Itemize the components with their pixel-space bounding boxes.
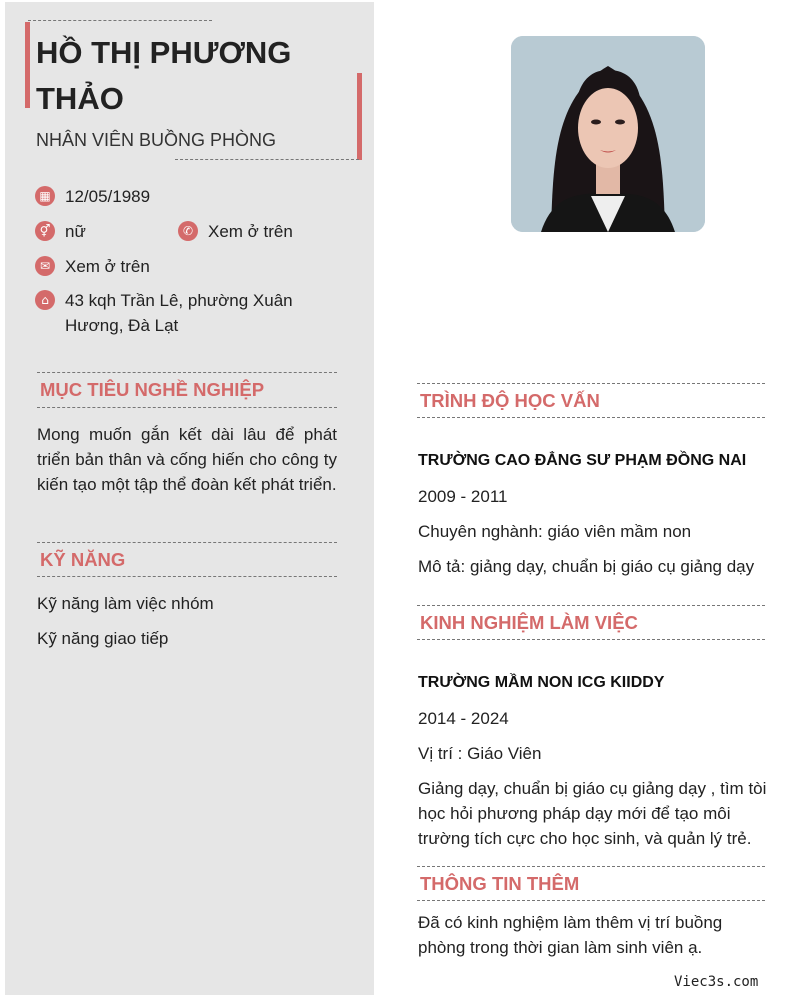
extra-info-heading: THÔNG TIN THÊM (417, 866, 765, 901)
portrait-illustration (511, 36, 705, 232)
skill-item: Kỹ năng làm việc nhóm (37, 594, 214, 613)
experience-period: 2014 - 2024 (418, 709, 509, 728)
objective-text: Mong muốn gắn kết dài lâu để phát triển bản thân và cống hiến cho công ty kiến tạo một tập thể đoàn kết phát triển. (37, 425, 337, 494)
experience-position: Vị trí : Giáo Viên (418, 744, 542, 763)
phone-icon: ✆ (178, 221, 198, 241)
birthday-value: 12/05/1989 (65, 187, 151, 206)
home-icon: ⌂ (35, 290, 55, 310)
watermark: Viec3s.com (674, 974, 759, 990)
education-description: Mô tả: giảng dạy, chuẩn bị giáo cụ giảng dạy (418, 557, 755, 576)
profile-photo (511, 36, 705, 232)
phone-row (178, 219, 293, 244)
name-accent-bar-right (357, 73, 362, 160)
name-bottom-divider (175, 159, 359, 160)
experience-description: Giảng dạy, chuẩn bị giáo cụ giảng dạy , tìm tòi học hỏi phương pháp dạy mới để tạo môi trường tích cực cho học sinh, và quản lý trẻ. (418, 779, 767, 848)
education-period: 2009 - 2011 (418, 487, 508, 506)
gender-value: nữ (65, 222, 86, 241)
experience-company: TRƯỜNG MẦM NON ICG KIIDDY (418, 674, 665, 691)
skills-heading: KỸ NĂNG (37, 542, 337, 577)
name-top-divider (28, 20, 212, 21)
address-row (35, 288, 325, 338)
calendar-icon: ▦ (35, 186, 55, 206)
email-value: Xem ở trên (65, 257, 150, 276)
envelope-icon: ✉ (35, 256, 55, 276)
phone-value: Xem ở trên (208, 222, 293, 241)
gender-row (35, 219, 86, 244)
email-row (35, 254, 150, 279)
education-heading: TRÌNH ĐỘ HỌC VẤN (417, 383, 765, 418)
gender-icon: ⚥ (35, 221, 55, 241)
job-title: NHÂN VIÊN BUỒNG PHÒNG (36, 130, 277, 150)
experience-heading: KINH NGHIỆM LÀM VIỆC (417, 605, 765, 640)
education-school: TRƯỜNG CAO ĐẲNG SƯ PHẠM ĐỒNG NAI (418, 452, 747, 469)
skill-item: Kỹ năng giao tiếp (37, 629, 169, 648)
address-value: 43 kqh Trần Lê, phường Xuân Hương, Đà Lạt (65, 291, 293, 335)
full-name: HỒ THỊ PHƯƠNG THẢO (36, 35, 292, 116)
name-accent-bar-left (25, 22, 30, 108)
extra-info-text: Đã có kinh nghiệm làm thêm vị trí buồng phòng trong thời gian làm sinh viên ạ. (418, 913, 723, 957)
education-major: Chuyên nghành: giáo viên mầm non (418, 522, 692, 541)
objective-heading: MỤC TIÊU NGHỀ NGHIỆP (37, 372, 337, 408)
birthday-row (35, 184, 150, 209)
